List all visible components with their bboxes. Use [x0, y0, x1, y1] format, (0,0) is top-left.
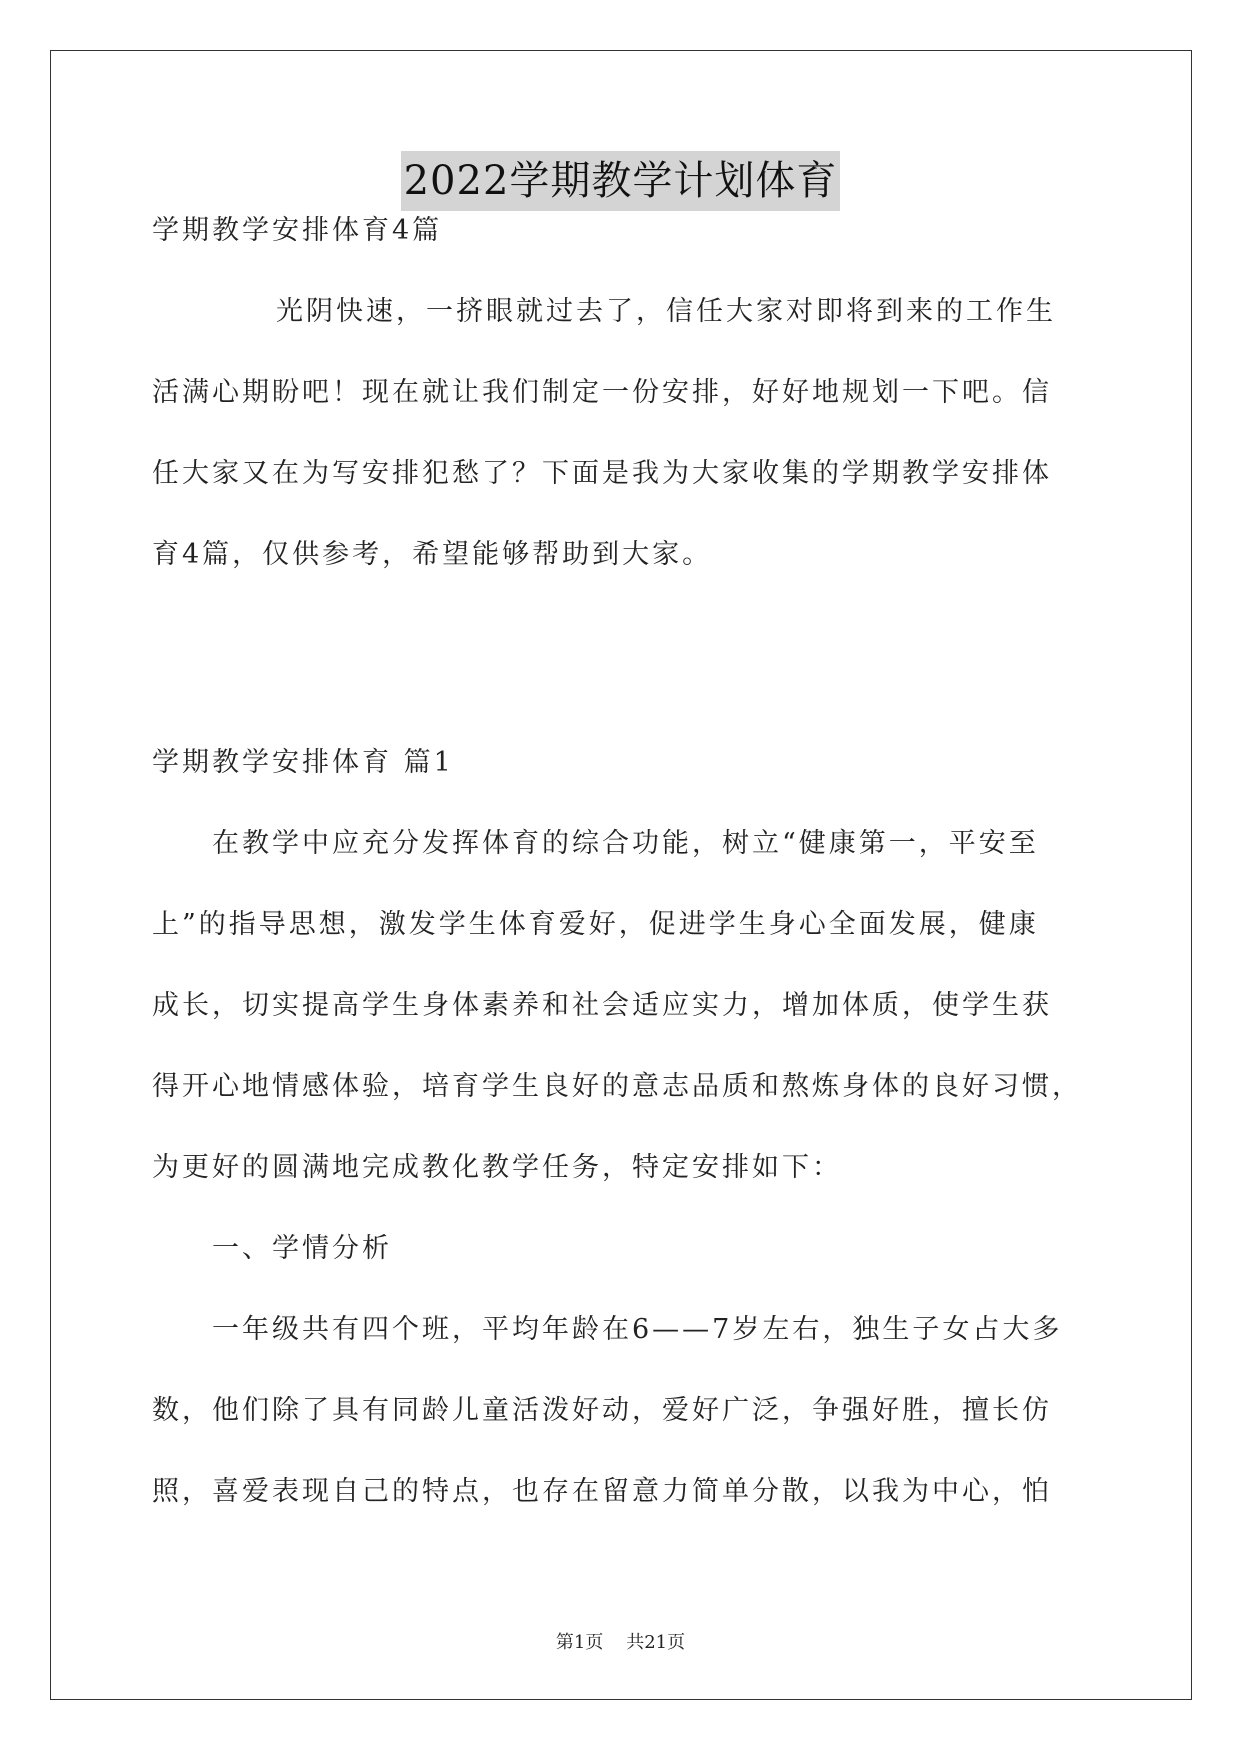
section-line: 上”的指导思想，激发学生体育爱好，促进学生身心全面发展，健康 — [152, 909, 1039, 940]
section-line: 得开心地情感体验，培育学生良好的意志品质和熬炼身体的良好习惯， — [152, 1071, 1082, 1102]
subheading: 一、学情分析 — [212, 1233, 392, 1264]
intro-line: 育4篇，仅供参考，希望能够帮助到大家。 — [152, 539, 713, 570]
document-subtitle: 学期教学安排体育4篇 — [152, 215, 443, 246]
analysis-line: 照，喜爱表现自己的特点，也存在留意力简单分散，以我为中心，怕 — [152, 1476, 1052, 1507]
intro-line: 任大家又在为写安排犯愁了？下面是我为大家收集的学期教学安排体 — [152, 458, 1052, 489]
page-footer — [0, 1628, 1241, 1654]
intro-line: 光阴快速，一挤眼就过去了，信任大家对即将到来的工作生 — [276, 296, 1056, 327]
page-number: 第1页 共21页 — [555, 1632, 686, 1653]
section-heading: 学期教学安排体育 篇1 — [152, 747, 454, 778]
section-line: 成长，切实提高学生身体素养和社会适应实力，增加体质，使学生获 — [152, 990, 1052, 1021]
section-line: 为更好的圆满地完成教化教学任务，特定安排如下： — [152, 1152, 842, 1183]
analysis-line: 一年级共有四个班，平均年龄在6——7岁左右，独生子女占大多 — [212, 1314, 1063, 1345]
intro-line: 活满心期盼吧！现在就让我们制定一份安排，好好地规划一下吧。信 — [152, 377, 1052, 408]
analysis-line: 数，他们除了具有同龄儿童活泼好动，爱好广泛，争强好胜，擅长仿 — [152, 1395, 1052, 1426]
section-1 — [152, 722, 1092, 1532]
document-title: 2022学期教学计划体育 — [401, 151, 841, 211]
section-line: 在教学中应充分发挥体育的综合功能，树立“健康第一，平安至 — [212, 828, 1039, 859]
document-body — [152, 190, 1092, 595]
